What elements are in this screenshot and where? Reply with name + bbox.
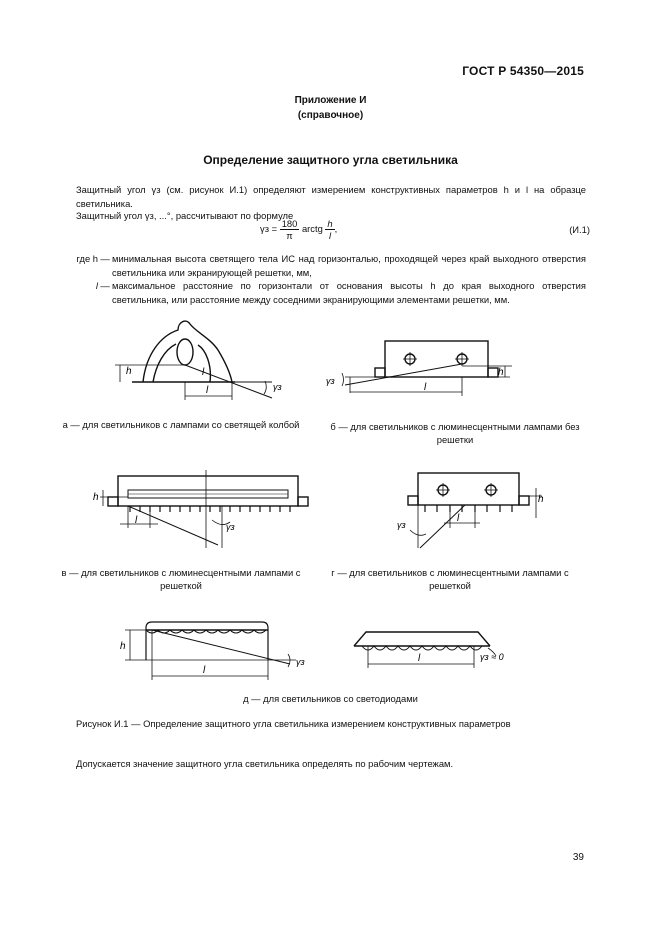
definition-dash: —	[100, 253, 110, 264]
page-number: 39	[572, 852, 584, 863]
figure-g-gamma-label: γз	[397, 520, 406, 530]
figure-v-caption: в — для светильников с люминесцентными лампами с решеткой	[61, 567, 301, 591]
definition-l-label: l	[95, 280, 98, 291]
figure-v-gamma-label: γз	[226, 522, 235, 532]
document-header: ГОСТ Р 54350—2015	[462, 64, 584, 78]
formula-end: ,	[334, 222, 338, 234]
formula-coef-denominator: π	[286, 230, 293, 241]
appendix-subtitle: (справочное)	[297, 110, 364, 121]
figure-v-h-label: h	[93, 492, 99, 503]
figure-a-l-label: l	[206, 385, 209, 396]
intro-line-2: Защитный угол γз, ...°, рассчитывают по формуле	[76, 210, 294, 221]
figure-a-h-label: h	[126, 366, 132, 377]
figure-b-caption: б — для светильников с люминесцентными лампами без решетки	[330, 421, 580, 445]
formula-function: arctg	[301, 222, 323, 234]
section-title: Определение защитного угла светильника	[203, 153, 458, 167]
figure-d-l-label: l	[203, 665, 206, 676]
definition-dash: —	[100, 280, 110, 291]
formula-arg-numerator: h	[327, 218, 333, 229]
definition-h-text: минимальная высота светящего тела ИС над горизонталью, проходящей через край выходного отверстия светильника или экранирующей решетки, мм,	[112, 253, 586, 278]
figure-d-gamma-label: γз	[296, 657, 305, 667]
figure-g-h-label: h	[538, 494, 544, 505]
figure-a-gamma-label: γз	[273, 382, 282, 392]
definition-h-label: где h	[76, 253, 98, 264]
figure-title: Рисунок И.1 — Определение защитного угла светильника измерением конструктивных параметров	[76, 718, 511, 729]
figure-v-l-label: l	[135, 515, 138, 526]
formula-arg-denominator: l	[328, 230, 332, 241]
definition-l-text: максимальное расстояние по горизонтали от основания высоты h до края выходного отверстия светильника, или расстояние между соседними экранирующими элементами решетки, мм.	[112, 280, 586, 305]
formula-lhs: γз =	[260, 222, 278, 234]
appendix-title: Приложение И	[294, 95, 367, 106]
figure-a-caption: а — для светильников с лампами со светящей колбой	[62, 419, 300, 430]
note-paragraph: Допускается значение защитного угла светильника определять по рабочим чертежам.	[76, 758, 454, 769]
figure-a-l-inner-label: l	[202, 367, 205, 378]
intro-line-1: Защитный угол γз (см. рисунок И.1) определяют измерением конструктивных параметров h и l на образце светильника.	[76, 184, 586, 209]
figure-d2-gamma-zero-label: γз ≈ 0	[480, 652, 504, 662]
figure-b-h-label: h	[498, 367, 504, 378]
figure-b-gamma-label: γз	[326, 376, 335, 386]
formula-number: (И.1)	[569, 224, 590, 235]
figure-g-caption: г — для светильников с люминесцентными лампами с решеткой	[331, 567, 569, 591]
figure-d-h-label: h	[120, 641, 126, 652]
figure-d2-l-label: l	[418, 653, 421, 664]
figure-b-l-label: l	[424, 382, 427, 393]
formula-coef-numerator: 180	[281, 218, 298, 229]
figure-d-caption: д — для светильников со светодиодами	[243, 693, 418, 704]
figure-g-l-label: l	[457, 513, 460, 524]
